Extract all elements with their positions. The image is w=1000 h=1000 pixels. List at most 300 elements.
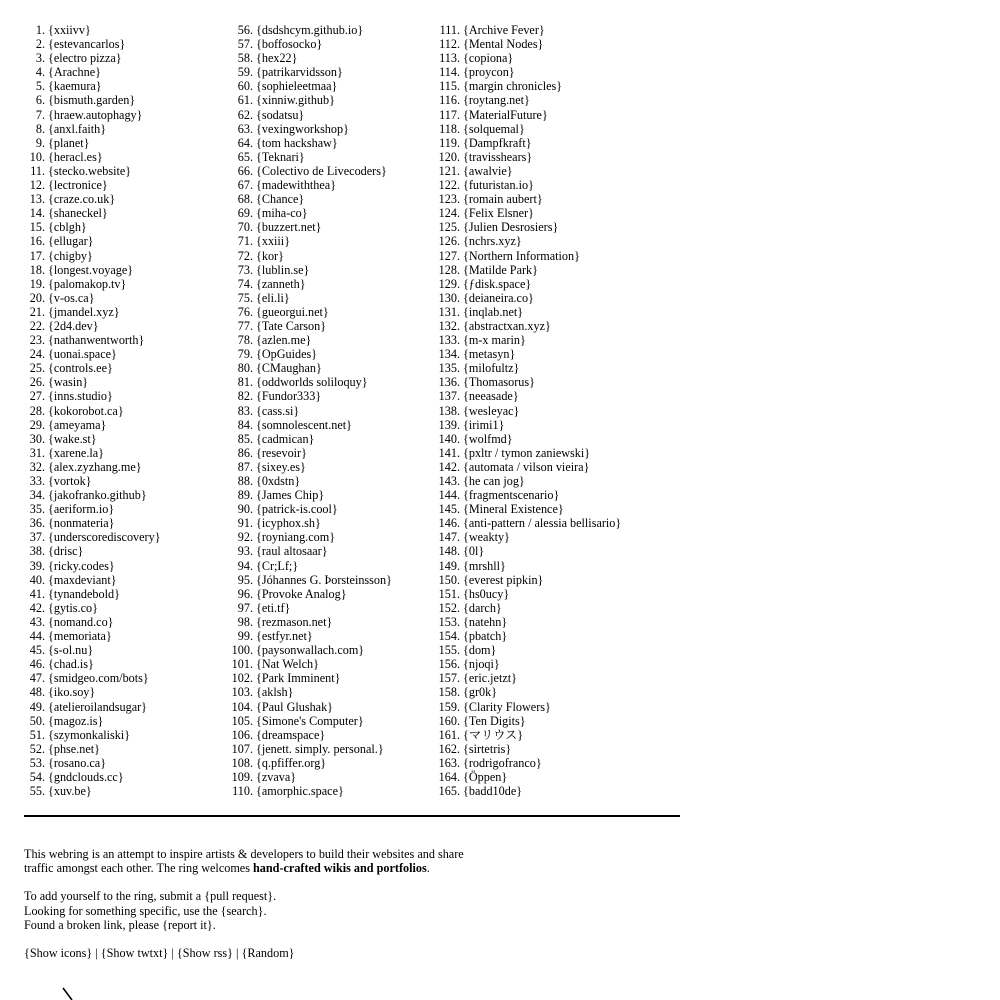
list-item — [35, 51, 161, 66]
site-link[interactable]: {James Chip} — [256, 488, 325, 503]
list-item — [35, 121, 161, 136]
site-link[interactable]: {cblgh} — [48, 220, 87, 235]
list-item — [438, 304, 621, 319]
list-item-number: 64. — [237, 135, 253, 150]
site-link[interactable]: {Öppen} — [463, 769, 508, 784]
list-item-number: 97. — [237, 600, 253, 615]
site-link[interactable]: {Colectivo de Livecoders} — [256, 163, 387, 178]
site-link[interactable]: {szymonkaliski} — [48, 727, 131, 742]
site-link[interactable]: {cass.si} — [256, 403, 300, 418]
list-item — [29, 488, 161, 503]
site-link[interactable]: {ricky.codes} — [48, 558, 115, 573]
list-item — [29, 178, 161, 193]
site-link[interactable]: {Fundor333} — [256, 389, 322, 404]
list-item-number: 102. — [231, 671, 253, 686]
site-link[interactable]: {Cr;Lf;} — [256, 558, 299, 573]
list-item-number: 141. — [438, 445, 460, 460]
list-item-number: 155. — [438, 643, 460, 658]
site-link[interactable]: {madewiththea} — [256, 178, 337, 193]
site-link[interactable]: {Clarity Flowers} — [463, 699, 551, 714]
list-item-number: 99. — [237, 629, 253, 644]
list-item — [438, 417, 621, 432]
list-item — [29, 784, 161, 799]
site-link[interactable]: {longest.voyage} — [48, 262, 134, 277]
list-item — [237, 431, 392, 446]
list-item — [237, 149, 392, 164]
site-link[interactable]: {xarene.la} — [48, 445, 105, 460]
site-link[interactable]: {nonmateria} — [48, 516, 115, 531]
site-link[interactable]: {vortok} — [48, 474, 92, 488]
site-link[interactable]: {ƒdisk.space} — [463, 276, 532, 291]
site-link[interactable]: {Park Imminent} — [256, 671, 341, 686]
show-twtxt-toggle[interactable]: {Show twtxt} — [100, 946, 169, 961]
site-link[interactable]: {cadmican} — [256, 431, 315, 446]
site-link[interactable]: {metasyn} — [463, 347, 516, 362]
list-item — [439, 79, 621, 94]
site-link[interactable]: {eli.li} — [256, 290, 290, 305]
site-link[interactable]: {tom hackshaw} — [256, 135, 338, 150]
list-item-number: 94. — [237, 558, 253, 573]
site-link[interactable]: {he can jog} — [463, 474, 525, 488]
site-link[interactable]: {craze.co.uk} — [48, 192, 116, 207]
site-link[interactable]: {OpGuides} — [256, 347, 318, 362]
site-link[interactable]: {anti-pattern / alessia bellisario} — [463, 516, 622, 531]
show-rss-toggle[interactable]: {Show rss} — [176, 946, 233, 961]
list-item — [29, 234, 161, 249]
site-link[interactable]: {wolfmd} — [463, 431, 513, 446]
site-link[interactable]: {zvava} — [256, 769, 297, 784]
list-item — [231, 727, 392, 742]
site-link[interactable]: {Northern Information} — [463, 248, 580, 263]
list-item — [29, 769, 161, 784]
list-item-number: 150. — [438, 572, 460, 587]
site-link[interactable]: {uonai.space} — [48, 347, 117, 362]
list-item — [29, 290, 161, 305]
list-item-number: 130. — [438, 290, 460, 305]
site-link[interactable]: {planet} — [48, 135, 90, 150]
site-link[interactable]: {irimi1} — [463, 417, 505, 432]
list-item — [29, 614, 161, 629]
site-link[interactable]: {badd10de} — [463, 784, 523, 799]
site-link[interactable]: {romain aubert} — [463, 192, 543, 207]
site-link[interactable]: {iko.soy} — [48, 685, 96, 700]
site-link[interactable]: {boffosocko} — [256, 37, 323, 52]
list-item-number: 52. — [29, 741, 45, 756]
list-item-number: 131. — [438, 304, 460, 319]
list-item-number: 70. — [237, 220, 253, 235]
list-item-number: 19. — [29, 276, 45, 291]
list-item-number: 49. — [29, 699, 45, 714]
site-link[interactable]: {wasin} — [48, 375, 89, 390]
site-link[interactable]: {chad.is} — [48, 657, 94, 672]
list-item-number: 95. — [237, 572, 253, 587]
list-item — [29, 713, 161, 728]
list-item — [438, 614, 621, 629]
pull-request-link[interactable]: {pull request} — [204, 889, 274, 904]
site-link[interactable]: {alex.zyzhang.me} — [48, 459, 142, 474]
site-link[interactable]: {dsdshcym.github.io} — [256, 23, 364, 37]
list-item — [29, 333, 161, 348]
site-link[interactable]: {everest pipkin} — [463, 572, 544, 587]
list-item-number: 138. — [438, 403, 460, 418]
list-item-number: 154. — [438, 629, 460, 644]
site-link[interactable]: {sophieleetmaa} — [256, 79, 338, 94]
site-link[interactable]: {nathanwentworth} — [48, 333, 145, 348]
site-link[interactable]: {icyphox.sh} — [256, 516, 321, 531]
intro-bold-text: hand-crafted wikis and portfolios — [253, 861, 427, 876]
list-item-number: 129. — [438, 276, 460, 291]
site-link[interactable]: {roytang.net} — [463, 93, 530, 108]
list-item — [438, 389, 621, 404]
site-link[interactable]: {phse.net} — [48, 741, 100, 756]
list-item-number: 93. — [237, 544, 253, 559]
site-link[interactable]: {jakofranko.github} — [48, 488, 147, 503]
site-link[interactable]: {pbatch} — [463, 629, 508, 644]
site-link[interactable]: {smidgeo.com/bots} — [48, 671, 149, 686]
site-link[interactable]: {neeasade} — [463, 389, 519, 404]
list-item-number: 66. — [237, 163, 253, 178]
site-link[interactable]: {estfyr.net} — [256, 629, 313, 644]
list-item-number: 107. — [231, 741, 253, 756]
site-link[interactable]: {rodrigofranco} — [463, 755, 542, 770]
site-link[interactable]: {rezmason.net} — [256, 614, 333, 629]
list-item-number: 125. — [438, 220, 460, 235]
site-link[interactable]: {margin chronicles} — [463, 79, 563, 94]
site-link[interactable]: {jenett. simply. personal.} — [256, 741, 384, 756]
list-item-number: 18. — [29, 262, 45, 277]
site-link[interactable]: {inns.studio} — [48, 389, 113, 404]
list-item-number: 23. — [29, 333, 45, 348]
site-link[interactable]: {gr0k} — [463, 685, 498, 700]
site-link[interactable]: {sodatsu} — [256, 107, 305, 122]
site-link[interactable]: {MaterialFuture} — [463, 107, 548, 122]
list-item-number: 33. — [29, 474, 45, 488]
list-item — [237, 403, 392, 418]
site-link[interactable]: {sixey.es} — [256, 459, 306, 474]
site-link[interactable]: {gytis.co} — [48, 600, 98, 615]
site-link[interactable]: {zanneth} — [256, 276, 306, 291]
site-link[interactable]: {マリウス} — [463, 727, 524, 742]
site-link[interactable]: {hs0ucy} — [463, 586, 510, 601]
report-link[interactable]: {report it} — [162, 917, 213, 932]
site-link[interactable]: {v-os.ca} — [48, 290, 95, 305]
info-section — [24, 847, 494, 960]
site-link[interactable]: {copiona} — [463, 51, 514, 66]
list-item — [438, 685, 621, 700]
site-link[interactable]: {Mental Nodes} — [463, 37, 544, 52]
site-link[interactable]: {inqlab.net} — [463, 304, 524, 319]
list-item — [438, 784, 621, 799]
site-link[interactable]: {patrikarvidsson} — [256, 65, 343, 80]
site-link[interactable]: {0l} — [463, 544, 485, 559]
site-link[interactable]: {stecko.website} — [48, 163, 132, 178]
list-item — [237, 459, 392, 474]
list-item — [29, 375, 161, 390]
list-item-number: 128. — [438, 262, 460, 277]
list-item — [29, 431, 161, 446]
site-link[interactable]: {dom} — [463, 643, 497, 658]
site-link[interactable]: {fragmentscenario} — [463, 488, 560, 503]
list-item — [439, 107, 621, 122]
site-link[interactable]: {magoz.is} — [48, 713, 104, 728]
list-item — [438, 600, 621, 615]
list-item-number: 91. — [237, 516, 253, 531]
list-item — [237, 37, 392, 52]
list-item — [231, 657, 392, 672]
list-item — [438, 347, 621, 362]
site-link[interactable]: {electro pizza} — [48, 51, 122, 66]
list-item-number: 98. — [237, 614, 253, 629]
site-link[interactable]: {somnolescent.net} — [256, 417, 352, 432]
site-link[interactable]: {jmandel.xyz} — [48, 304, 120, 319]
list-item — [29, 149, 161, 164]
list-item-number: 68. — [237, 192, 253, 207]
list-item-number: 48. — [29, 685, 45, 700]
list-item-number: 114. — [439, 65, 460, 80]
list-item — [35, 23, 161, 37]
list-item-number: 112. — [439, 37, 460, 52]
list-item-number: 137. — [438, 389, 460, 404]
site-link[interactable]: {q.pfiffer.org} — [256, 755, 327, 770]
list-item-number: 160. — [438, 713, 460, 728]
site-link[interactable]: {kor} — [256, 248, 284, 263]
list-item — [237, 614, 392, 629]
list-item-number: 5. — [35, 79, 45, 94]
site-link[interactable]: {Provoke Analog} — [256, 586, 347, 601]
list-item-number: 67. — [237, 178, 253, 193]
list-item-number: 26. — [29, 375, 45, 390]
site-link[interactable]: {wake.st} — [48, 431, 97, 446]
list-item-number: 16. — [29, 234, 45, 249]
site-link[interactable]: {xuv.be} — [48, 784, 92, 799]
site-link[interactable]: {resevoir} — [256, 445, 307, 460]
list-item-number: 108. — [231, 755, 253, 770]
site-link[interactable]: {estevancarlos} — [48, 37, 126, 52]
list-item-number: 159. — [438, 699, 460, 714]
site-link[interactable]: {xinniw.github} — [256, 93, 335, 108]
site-link[interactable]: {Archive Fever} — [463, 23, 545, 37]
list-item-number: 77. — [237, 318, 253, 333]
site-link[interactable]: {lublin.se} — [256, 262, 310, 277]
site-link[interactable]: {hex22} — [256, 51, 298, 66]
webring-column-3 — [438, 23, 622, 799]
list-item — [29, 530, 161, 545]
site-link[interactable]: {Teknari} — [256, 149, 305, 164]
site-link[interactable]: {drisc} — [48, 544, 84, 559]
site-link[interactable]: {oddworlds soliloquy} — [256, 375, 368, 390]
site-link[interactable]: {rosano.ca} — [48, 755, 107, 770]
list-item — [237, 361, 392, 376]
list-item-number: 42. — [29, 600, 45, 615]
site-link[interactable]: {amorphic.space} — [256, 784, 344, 799]
list-item — [30, 163, 161, 178]
site-link[interactable]: {solquemal} — [463, 121, 525, 136]
list-item — [438, 643, 621, 658]
list-item-number: 7. — [35, 107, 45, 122]
site-link[interactable]: {awalvie} — [463, 163, 513, 178]
site-link[interactable]: {s-ol.nu} — [48, 643, 94, 658]
site-link[interactable]: {gndclouds.cc} — [48, 769, 124, 784]
site-link[interactable]: {Arachne} — [48, 65, 101, 80]
site-link[interactable]: {nchrs.xyz} — [463, 234, 522, 249]
site-link[interactable]: {ameyama} — [48, 417, 107, 432]
show-icons-toggle[interactable]: {Show icons} — [24, 946, 93, 961]
site-link[interactable]: {eric.jetzt} — [463, 671, 517, 686]
list-item — [237, 347, 392, 362]
site-link[interactable]: {xxiii} — [256, 234, 291, 249]
site-link[interactable]: {proycon} — [463, 65, 515, 80]
list-item — [237, 65, 392, 80]
site-link[interactable]: {xxiivv} — [48, 23, 91, 37]
list-item — [231, 643, 392, 658]
site-link[interactable]: {2d4.dev} — [48, 318, 99, 333]
list-item-number: 133. — [438, 333, 460, 348]
site-link[interactable]: {bismuth.garden} — [48, 93, 136, 108]
list-item-number: 17. — [29, 248, 45, 263]
site-link[interactable]: {Felix Elsner} — [463, 206, 534, 221]
site-link[interactable]: {wesleyac} — [463, 403, 520, 418]
spacer — [24, 932, 494, 946]
list-item-number: 148. — [438, 544, 460, 559]
site-link[interactable]: {m-x marin} — [463, 333, 526, 348]
site-link[interactable]: {travisshears} — [463, 149, 533, 164]
site-link[interactable]: {vexingworkshop} — [256, 121, 349, 136]
site-link[interactable]: {abstractxan.xyz} — [463, 318, 551, 333]
list-item-number: 62. — [237, 107, 253, 122]
list-item-number: 30. — [29, 431, 45, 446]
list-item-number: 10. — [29, 149, 45, 164]
site-link[interactable]: {CMaughan} — [256, 361, 322, 376]
site-link[interactable]: {miha-co} — [256, 206, 308, 221]
site-link[interactable]: {mrshll} — [463, 558, 506, 573]
report-end: . — [212, 917, 216, 932]
list-item — [237, 51, 392, 66]
list-item — [237, 516, 392, 531]
site-link[interactable]: {gueorgui.net} — [256, 304, 329, 319]
list-item — [29, 474, 161, 488]
site-link[interactable]: {underscorediscovery} — [48, 530, 161, 545]
site-link[interactable]: {deianeira.co} — [463, 290, 534, 305]
site-link[interactable]: {Chance} — [256, 192, 305, 207]
list-item-number: 20. — [29, 290, 45, 305]
list-item-number: 32. — [29, 459, 45, 474]
list-item — [438, 516, 622, 531]
list-item — [237, 121, 392, 136]
site-link[interactable]: {tynandebold} — [48, 586, 120, 601]
list-item — [29, 304, 161, 319]
site-link[interactable]: {chigby} — [48, 248, 93, 263]
site-link[interactable]: {aeriform.io} — [48, 502, 115, 517]
list-item-number: 80. — [237, 361, 253, 376]
site-link[interactable]: {pxltr / tymon zaniewski} — [463, 445, 591, 460]
list-item-number: 139. — [438, 417, 460, 432]
site-link[interactable]: {ellugar} — [48, 234, 94, 249]
list-item — [438, 671, 621, 686]
list-item-number: 157. — [438, 671, 460, 686]
site-link[interactable]: {dreamspace} — [256, 727, 326, 742]
site-link[interactable]: {kaemura} — [48, 79, 102, 94]
site-link[interactable]: {sirtetris} — [463, 741, 512, 756]
site-link[interactable]: {anxl.faith} — [48, 121, 107, 136]
site-link[interactable]: {heracl.es} — [48, 149, 103, 164]
site-link[interactable]: {patrick-is.cool} — [256, 502, 338, 517]
site-link[interactable]: {aklsh} — [256, 685, 294, 700]
site-link[interactable]: {Thomasorus} — [463, 375, 535, 390]
site-link[interactable]: {palomakop.tv} — [48, 276, 127, 291]
site-link[interactable]: {futuristan.io} — [463, 178, 534, 193]
list-item-number: 40. — [29, 572, 45, 587]
site-link[interactable]: {maxdeviant} — [48, 572, 117, 587]
list-item-number: 84. — [237, 417, 253, 432]
site-link[interactable]: {njoqi} — [463, 657, 500, 672]
random-link[interactable]: {Random} — [241, 946, 295, 961]
list-item — [438, 333, 621, 348]
site-link[interactable]: {weakty} — [463, 530, 510, 545]
list-item — [231, 685, 392, 700]
site-link[interactable]: {milofultz} — [463, 361, 520, 376]
site-link[interactable]: {Jóhannes G. Þorsteinsson} — [256, 572, 392, 587]
site-link[interactable]: {kokorobot.ca} — [48, 403, 124, 418]
spacer — [24, 875, 494, 889]
list-item-number: 136. — [438, 375, 460, 390]
intro-paragraph — [24, 847, 494, 875]
search-line — [24, 904, 494, 918]
site-link[interactable]: {Nat Welch} — [256, 657, 319, 672]
site-link[interactable]: {Matilde Park} — [463, 262, 538, 277]
list-item — [237, 445, 392, 460]
site-link[interactable]: {eti.tf} — [256, 600, 291, 615]
site-link[interactable]: {Paul Glushak} — [256, 699, 334, 714]
site-link[interactable]: {buzzert.net} — [256, 220, 322, 235]
site-link[interactable]: {automata / vilson vieira} — [463, 459, 590, 474]
site-link[interactable]: {0xdstn} — [256, 474, 301, 488]
site-link[interactable]: {Mineral Existence} — [463, 502, 564, 517]
list-item — [237, 79, 392, 94]
site-link[interactable]: {memoriata} — [48, 629, 112, 644]
site-link[interactable]: {darch} — [463, 600, 502, 615]
site-link[interactable]: {Julien Desrosiers} — [463, 220, 559, 235]
site-link[interactable]: {azlen.me} — [256, 333, 312, 348]
site-link[interactable]: {nomand.co} — [48, 614, 114, 629]
site-link[interactable]: {Ten Digits} — [463, 713, 526, 728]
search-link[interactable]: {search} — [220, 903, 264, 918]
list-item — [29, 558, 161, 573]
site-link[interactable]: {lectronice} — [48, 178, 108, 193]
list-item-number: 149. — [438, 558, 460, 573]
divider — [24, 815, 680, 817]
site-link[interactable]: {hraew.autophagy} — [48, 107, 143, 122]
site-link[interactable]: {atelieroilandsugar} — [48, 699, 148, 714]
list-item-number: 113. — [439, 51, 460, 66]
site-link[interactable]: {Simone's Computer} — [256, 713, 364, 728]
list-item — [439, 37, 621, 52]
site-link[interactable]: {Tate Carson} — [256, 318, 327, 333]
list-item — [237, 248, 392, 263]
list-item — [237, 304, 392, 319]
site-link[interactable]: {controls.ee} — [48, 361, 113, 376]
list-item — [29, 220, 161, 235]
site-link[interactable]: {royniang.com} — [256, 530, 336, 545]
site-link[interactable]: {natehn} — [463, 614, 508, 629]
site-link[interactable]: {Dampfkraft} — [463, 135, 532, 150]
list-item-number: 59. — [237, 65, 253, 80]
site-link[interactable]: {shaneckel} — [48, 206, 108, 221]
list-item-number: 57. — [237, 37, 253, 52]
list-item — [237, 544, 392, 559]
site-link[interactable]: {paysonwallach.com} — [256, 643, 365, 658]
site-link[interactable]: {raul altosaar} — [256, 544, 328, 559]
list-item-number: 122. — [438, 178, 460, 193]
